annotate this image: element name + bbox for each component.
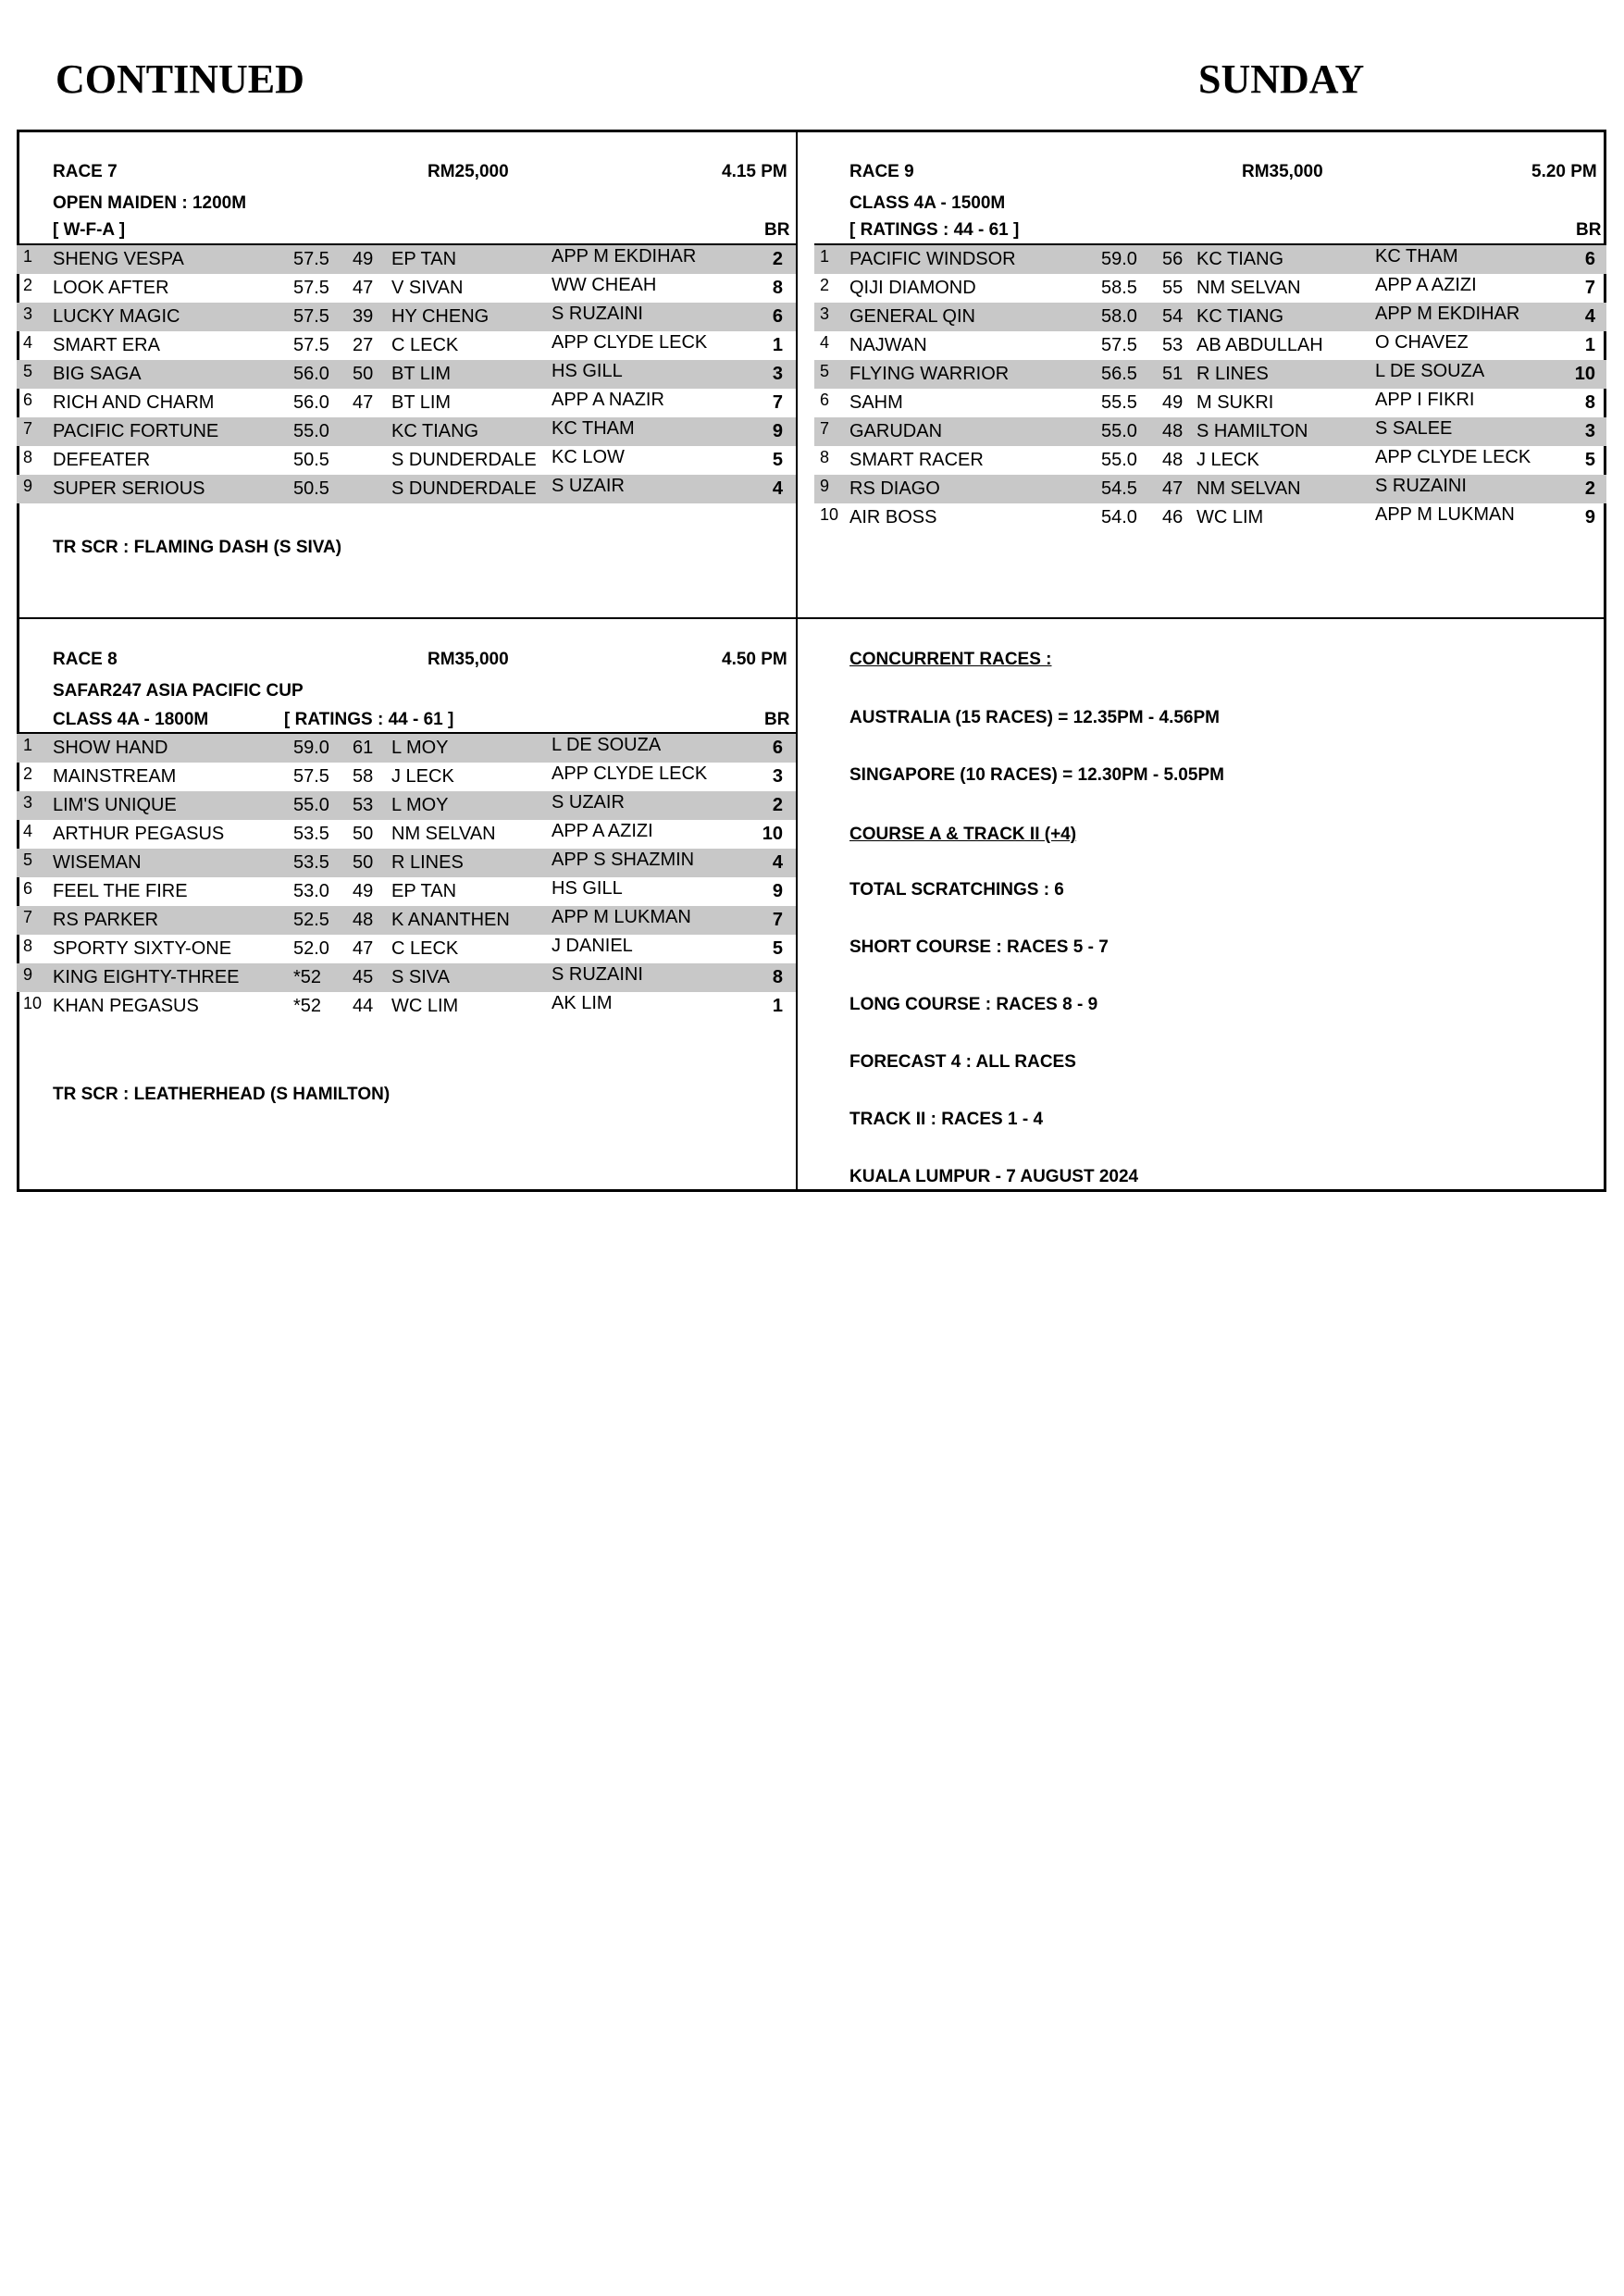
trainer: APP CLYDE LECK: [552, 332, 708, 353]
weight: 54.0: [1101, 507, 1137, 527]
horse-name: FEEL THE FIRE: [53, 881, 188, 901]
runner-number: 3: [23, 304, 33, 323]
horse-name: LIM'S UNIQUE: [53, 795, 177, 815]
jockey: KC TIANG: [1196, 249, 1284, 269]
trainer: APP I FIKRI: [1375, 390, 1475, 410]
runner-number: 5: [820, 362, 830, 380]
jockey: NM SELVAN: [1196, 478, 1301, 499]
race-prize: RM35,000: [428, 650, 509, 669]
jockey: NM SELVAN: [1196, 278, 1301, 298]
singapore-races: SINGAPORE (10 RACES) = 12.30PM - 5.05PM: [849, 765, 1224, 785]
trainer: APP M LUKMAN: [552, 907, 691, 927]
horse-name: BIG SAGA: [53, 364, 142, 384]
runner-number: 8: [820, 448, 830, 466]
rating: 44: [353, 996, 374, 1016]
runner-row: [17, 992, 796, 1021]
runner-row: [814, 360, 1606, 389]
runner-row: [17, 389, 796, 417]
weight: 53.0: [293, 881, 329, 901]
runner-row: [814, 475, 1606, 503]
barrier: 3: [772, 364, 783, 384]
race-number: RACE 9: [849, 162, 914, 181]
runner-row: [17, 303, 796, 331]
runner-row: [17, 360, 796, 389]
jockey: R LINES: [1196, 364, 1269, 384]
weight: 53.5: [293, 824, 329, 844]
trainer: APP M EKDIHAR: [1375, 304, 1520, 324]
rating: 47: [353, 938, 374, 959]
horse-name: SMART ERA: [53, 335, 160, 355]
rating: 47: [353, 392, 374, 413]
trainer-scratching: TR SCR : FLAMING DASH (S SIVA): [53, 538, 342, 557]
runner-row: [814, 417, 1606, 446]
jockey: WC LIM: [391, 996, 459, 1016]
race-class: CLASS 4A - 1500M: [849, 193, 1006, 213]
trainer: KC THAM: [552, 418, 635, 439]
runner-number: 3: [820, 304, 830, 323]
race-ratings: [ RATINGS : 44 - 61 ]: [284, 710, 454, 729]
barrier: 1: [1584, 335, 1595, 355]
trainer: APP A AZIZI: [552, 821, 653, 841]
runner-row: [17, 963, 796, 992]
jockey: KC TIANG: [391, 421, 479, 441]
runner-number: 3: [23, 793, 33, 812]
horse-name: RS DIAGO: [849, 478, 940, 499]
jockey: BT LIM: [391, 364, 452, 384]
barrier: 2: [772, 249, 783, 269]
jockey: V SIVAN: [391, 278, 464, 298]
horse-name: WISEMAN: [53, 852, 142, 873]
weight: 55.0: [1101, 450, 1137, 470]
rating: 53: [353, 795, 374, 815]
race-prize: RM25,000: [428, 162, 509, 181]
horse-name: NAJWAN: [849, 335, 927, 355]
rating: 27: [353, 335, 374, 355]
trainer: APP A NAZIR: [552, 390, 664, 410]
weight: 52.0: [293, 938, 329, 959]
weight: 57.5: [293, 335, 329, 355]
horse-name: MAINSTREAM: [53, 766, 177, 787]
weight: 58.0: [1101, 306, 1137, 327]
barrier: 5: [772, 450, 783, 470]
trainer: S UZAIR: [552, 792, 625, 813]
runner-number: 9: [23, 477, 33, 495]
trainer: O CHAVEZ: [1375, 332, 1469, 353]
jockey: WC LIM: [1196, 507, 1264, 527]
jockey: BT LIM: [391, 392, 452, 413]
br-column-header: BR: [764, 710, 790, 729]
rating: 48: [1162, 421, 1184, 441]
horse-name: LUCKY MAGIC: [53, 306, 180, 327]
jockey: R LINES: [391, 852, 464, 873]
weight: 53.5: [293, 852, 329, 873]
race-class: CLASS 4A - 1800M: [53, 710, 209, 729]
horse-name: GARUDAN: [849, 421, 943, 441]
barrier: 8: [1584, 392, 1595, 413]
trainer: S SALEE: [1375, 418, 1453, 439]
header-continued: CONTINUED: [56, 56, 304, 102]
horse-name: SHENG VESPA: [53, 249, 184, 269]
runner-number: 7: [23, 908, 33, 926]
runner-row: [17, 475, 796, 503]
jockey: EP TAN: [391, 881, 457, 901]
runner-row: [814, 303, 1606, 331]
rating: 49: [353, 249, 374, 269]
runner-list: [814, 245, 1606, 532]
horse-name: LOOK AFTER: [53, 278, 169, 298]
runner-row: [17, 906, 796, 935]
runner-number: 1: [23, 736, 33, 754]
runner-number: 10: [820, 505, 839, 524]
horse-name: KING EIGHTY-THREE: [53, 967, 240, 987]
horse-name: SHOW HAND: [53, 738, 168, 758]
race-number: RACE 8: [53, 650, 118, 669]
weight: *52: [293, 996, 322, 1016]
barrier: 6: [772, 306, 783, 327]
weight: 57.5: [293, 249, 329, 269]
br-column-header: BR: [764, 220, 790, 240]
runner-number: 6: [23, 391, 33, 409]
trainer: J DANIEL: [552, 936, 633, 956]
header-day: SUNDAY: [1198, 56, 1365, 102]
long-course: LONG COURSE : RACES 8 - 9: [849, 995, 1098, 1014]
rating: 48: [353, 910, 374, 930]
horse-name: RICH AND CHARM: [53, 392, 215, 413]
runner-number: 1: [820, 247, 830, 266]
barrier: 6: [772, 738, 783, 758]
horse-name: DEFEATER: [53, 450, 151, 470]
runner-row: [17, 791, 796, 820]
barrier: 4: [1584, 306, 1595, 327]
race-conditions: [ W-F-A ]: [53, 220, 126, 240]
horse-name: KHAN PEGASUS: [53, 996, 199, 1016]
trainer-scratching: TR SCR : LEATHERHEAD (S HAMILTON): [53, 1085, 391, 1104]
rating: 39: [353, 306, 374, 327]
jockey: S DUNDERDALE: [391, 478, 537, 499]
trainer: APP S SHAZMIN: [552, 850, 695, 870]
weight: 50.5: [293, 450, 329, 470]
jockey: S HAMILTON: [1196, 421, 1308, 441]
runner-number: 2: [23, 276, 33, 294]
jockey: AB ABDULLAH: [1196, 335, 1323, 355]
rating: 48: [1162, 450, 1184, 470]
course-track: COURSE A & TRACK II (+4): [849, 825, 1077, 844]
jockey: J LECK: [1196, 450, 1259, 470]
runner-row: [17, 820, 796, 849]
runner-number: 4: [820, 333, 830, 352]
race-title: SAFAR247 ASIA PACIFIC CUP: [53, 681, 304, 701]
trainer: APP M LUKMAN: [1375, 504, 1515, 525]
runner-number: 4: [23, 333, 33, 352]
weight: *52: [293, 967, 322, 987]
runner-number: 7: [820, 419, 830, 438]
barrier: 7: [1584, 278, 1595, 298]
weight: 57.5: [1101, 335, 1137, 355]
rating: 50: [353, 364, 374, 384]
weight: 57.5: [293, 306, 329, 327]
runner-row: [17, 877, 796, 906]
race-time: 4.50 PM: [722, 650, 787, 669]
runner-row: [17, 446, 796, 475]
trainer: AK LIM: [552, 993, 613, 1013]
horse-name: RS PARKER: [53, 910, 159, 930]
rating: 49: [1162, 392, 1184, 413]
barrier: 6: [1584, 249, 1595, 269]
br-column-header: BR: [1576, 220, 1602, 240]
trainer: WW CHEAH: [552, 275, 657, 295]
jockey: NM SELVAN: [391, 824, 496, 844]
horse-name: PACIFIC FORTUNE: [53, 421, 219, 441]
trainer: KC THAM: [1375, 246, 1458, 267]
jockey: C LECK: [391, 335, 459, 355]
rating: 54: [1162, 306, 1184, 327]
runner-list: [17, 245, 796, 503]
barrier: 3: [1584, 421, 1595, 441]
barrier: 1: [772, 996, 783, 1016]
row-divider: [17, 617, 1606, 619]
jockey: C LECK: [391, 938, 459, 959]
horse-name: SUPER SERIOUS: [53, 478, 205, 499]
jockey: J LECK: [391, 766, 454, 787]
runner-number: 9: [23, 965, 33, 984]
short-course: SHORT COURSE : RACES 5 - 7: [849, 937, 1109, 957]
australia-races: AUSTRALIA (15 RACES) = 12.35PM - 4.56PM: [849, 708, 1220, 727]
trainer: APP CLYDE LECK: [1375, 447, 1531, 467]
horse-name: ARTHUR PEGASUS: [53, 824, 225, 844]
weight: 55.0: [1101, 421, 1137, 441]
total-scratchings: TOTAL SCRATCHINGS : 6: [849, 880, 1064, 900]
weight: 57.5: [293, 766, 329, 787]
trainer: S RUZAINI: [552, 964, 643, 985]
runner-row: [17, 849, 796, 877]
trainer: S RUZAINI: [552, 304, 643, 324]
jockey: S DUNDERDALE: [391, 450, 537, 470]
trainer: APP A AZIZI: [1375, 275, 1477, 295]
trainer: S RUZAINI: [1375, 476, 1467, 496]
runner-row: [17, 245, 796, 274]
runner-number: 6: [820, 391, 830, 409]
runner-row: [814, 446, 1606, 475]
rating: 47: [353, 278, 374, 298]
runner-row: [814, 389, 1606, 417]
runner-number: 2: [820, 276, 830, 294]
weight: 50.5: [293, 478, 329, 499]
trainer: L DE SOUZA: [1375, 361, 1485, 381]
trainer: APP M EKDIHAR: [552, 246, 697, 267]
barrier: 9: [772, 881, 783, 901]
horse-name: AIR BOSS: [849, 507, 937, 527]
barrier: 3: [772, 766, 783, 787]
barrier: 8: [772, 278, 783, 298]
rating: 50: [353, 824, 374, 844]
rating: 50: [353, 852, 374, 873]
weight: 58.5: [1101, 278, 1137, 298]
forecast: FORECAST 4 : ALL RACES: [849, 1052, 1076, 1072]
runner-row: [17, 734, 796, 763]
runner-number: 8: [23, 448, 33, 466]
barrier: 9: [772, 421, 783, 441]
rating: 55: [1162, 278, 1184, 298]
barrier: 5: [772, 938, 783, 959]
barrier: 1: [772, 335, 783, 355]
barrier: 4: [772, 852, 783, 873]
race-time: 4.15 PM: [722, 162, 787, 181]
horse-name: FLYING WARRIOR: [849, 364, 1010, 384]
runner-number: 9: [820, 477, 830, 495]
runner-number: 7: [23, 419, 33, 438]
jockey: KC TIANG: [1196, 306, 1284, 327]
trainer: HS GILL: [552, 878, 623, 899]
rating: 61: [353, 738, 374, 758]
horse-name: SPORTY SIXTY-ONE: [53, 938, 232, 959]
runner-number: 2: [23, 764, 33, 783]
barrier: 7: [772, 392, 783, 413]
barrier: 2: [1584, 478, 1595, 499]
jockey: M SUKRI: [1196, 392, 1274, 413]
column-divider: [796, 130, 798, 1192]
runner-list: [17, 734, 796, 1021]
race-time: 5.20 PM: [1531, 162, 1597, 181]
rating: 53: [1162, 335, 1184, 355]
weight: 57.5: [293, 278, 329, 298]
runner-row: [17, 935, 796, 963]
rating: 46: [1162, 507, 1184, 527]
runner-number: 5: [23, 850, 33, 869]
horse-name: SMART RACER: [849, 450, 984, 470]
jockey: S SIVA: [391, 967, 450, 987]
barrier: 4: [772, 478, 783, 499]
jockey: EP TAN: [391, 249, 457, 269]
rating: 56: [1162, 249, 1184, 269]
race-conditions: [ RATINGS : 44 - 61 ]: [849, 220, 1020, 240]
runner-number: 8: [23, 937, 33, 955]
weight: 59.0: [1101, 249, 1137, 269]
race-class: OPEN MAIDEN : 1200M: [53, 193, 247, 213]
runner-row: [814, 503, 1606, 532]
jockey: K ANANTHEN: [391, 910, 510, 930]
runner-row: [17, 274, 796, 303]
trainer: HS GILL: [552, 361, 623, 381]
weight: 52.5: [293, 910, 329, 930]
jockey: HY CHENG: [391, 306, 490, 327]
weight: 56.0: [293, 392, 329, 413]
barrier: 8: [772, 967, 783, 987]
barrier: 2: [772, 795, 783, 815]
rating: 51: [1162, 364, 1184, 384]
runner-row: [814, 245, 1606, 274]
runner-row: [814, 331, 1606, 360]
horse-name: QIJI DIAMOND: [849, 278, 976, 298]
barrier: 10: [762, 824, 783, 844]
runner-number: 10: [23, 994, 43, 1012]
jockey: L MOY: [391, 795, 449, 815]
trainer: L DE SOUZA: [552, 735, 662, 755]
trainer: S UZAIR: [552, 476, 625, 496]
weight: 56.0: [293, 364, 329, 384]
runner-number: 1: [23, 247, 33, 266]
horse-name: PACIFIC WINDSOR: [849, 249, 1016, 269]
runner-row: [17, 331, 796, 360]
barrier: 7: [772, 910, 783, 930]
barrier: 9: [1584, 507, 1595, 527]
weight: 55.0: [293, 421, 329, 441]
horse-name: GENERAL QIN: [849, 306, 975, 327]
runner-row: [814, 274, 1606, 303]
race-prize: RM35,000: [1242, 162, 1323, 181]
rating: 58: [353, 766, 374, 787]
weight: 56.5: [1101, 364, 1137, 384]
place-date: KUALA LUMPUR - 7 AUGUST 2024: [849, 1167, 1139, 1186]
track-ii: TRACK II : RACES 1 - 4: [849, 1110, 1044, 1129]
runner-row: [17, 417, 796, 446]
weight: 55.0: [293, 795, 329, 815]
weight: 54.5: [1101, 478, 1137, 499]
barrier: 5: [1584, 450, 1595, 470]
rating: 45: [353, 967, 374, 987]
concurrent-races-heading: CONCURRENT RACES :: [849, 650, 1052, 669]
trainer: APP CLYDE LECK: [552, 763, 708, 784]
horse-name: SAHM: [849, 392, 903, 413]
trainer: KC LOW: [552, 447, 625, 467]
jockey: L MOY: [391, 738, 449, 758]
rating: 47: [1162, 478, 1184, 499]
runner-number: 6: [23, 879, 33, 898]
runner-row: [17, 763, 796, 791]
weight: 59.0: [293, 738, 329, 758]
race-number: RACE 7: [53, 162, 118, 181]
runner-number: 4: [23, 822, 33, 840]
rating: 49: [353, 881, 374, 901]
runner-number: 5: [23, 362, 33, 380]
barrier: 10: [1574, 364, 1595, 384]
weight: 55.5: [1101, 392, 1137, 413]
